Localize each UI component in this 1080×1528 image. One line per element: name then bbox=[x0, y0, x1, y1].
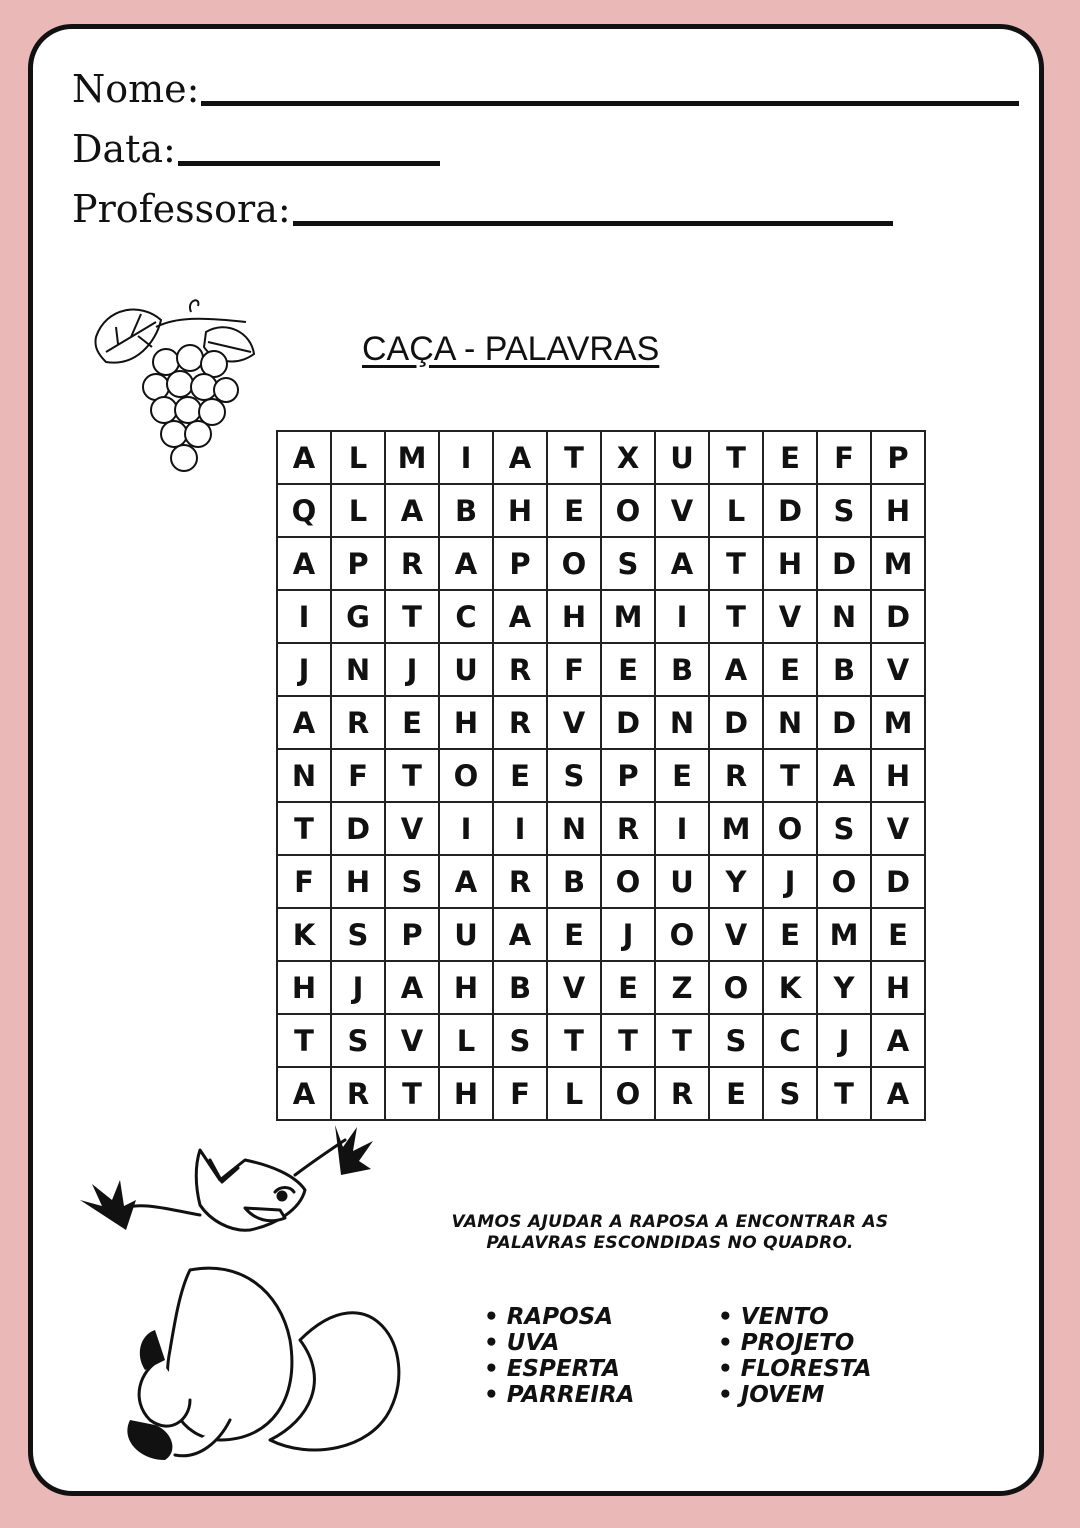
grid-cell[interactable]: E bbox=[385, 696, 439, 749]
grid-cell[interactable]: B bbox=[655, 643, 709, 696]
grid-cell[interactable]: C bbox=[763, 1014, 817, 1067]
grid-cell[interactable]: P bbox=[385, 908, 439, 961]
grid-cell[interactable]: V bbox=[709, 908, 763, 961]
grid-cell[interactable]: T bbox=[763, 749, 817, 802]
grid-cell[interactable]: M bbox=[871, 537, 925, 590]
grid-cell[interactable]: B bbox=[439, 484, 493, 537]
grid-cell[interactable]: M bbox=[871, 696, 925, 749]
grid-cell[interactable]: R bbox=[709, 749, 763, 802]
grid-cell[interactable]: M bbox=[601, 590, 655, 643]
grid-row bbox=[277, 696, 925, 749]
grid-cell[interactable]: O bbox=[601, 1067, 655, 1120]
grid-cell[interactable]: L bbox=[709, 484, 763, 537]
grid-cell[interactable]: A bbox=[439, 855, 493, 908]
grid-cell[interactable]: A bbox=[493, 908, 547, 961]
grid-cell[interactable]: S bbox=[709, 1014, 763, 1067]
instructions-line-2: PALAVRAS ESCONDIDAS NO QUADRO. bbox=[486, 1233, 854, 1253]
grid-cell[interactable]: S bbox=[547, 749, 601, 802]
grid-cell[interactable]: N bbox=[277, 749, 331, 802]
grid-cell[interactable]: D bbox=[817, 537, 871, 590]
teacher-field bbox=[72, 187, 893, 231]
word-list-item: • VENTO bbox=[718, 1304, 872, 1330]
grid-cell[interactable]: O bbox=[601, 855, 655, 908]
word-list-item: • PARREIRA bbox=[484, 1382, 634, 1408]
grid-cell[interactable]: D bbox=[871, 855, 925, 908]
grid-cell[interactable]: H bbox=[277, 961, 331, 1014]
grid-row bbox=[277, 590, 925, 643]
instructions-text bbox=[420, 1212, 920, 1254]
grid-cell[interactable]: J bbox=[601, 908, 655, 961]
grid-row bbox=[277, 802, 925, 855]
grid-row bbox=[277, 1067, 925, 1120]
grid-cell[interactable]: T bbox=[385, 1067, 439, 1120]
grid-cell[interactable]: E bbox=[547, 908, 601, 961]
word-search-grid bbox=[276, 430, 926, 1121]
grid-cell[interactable]: D bbox=[331, 802, 385, 855]
word-list-item: • ESPERTA bbox=[484, 1356, 634, 1382]
grid-cell[interactable]: S bbox=[385, 855, 439, 908]
name-label: Nome: bbox=[72, 67, 200, 111]
grid-cell[interactable]: E bbox=[655, 749, 709, 802]
worksheet-title: CAÇA - PALAVRAS bbox=[362, 330, 660, 368]
grid-cell[interactable]: S bbox=[493, 1014, 547, 1067]
grid-cell[interactable]: A bbox=[385, 961, 439, 1014]
grid-cell[interactable]: D bbox=[601, 696, 655, 749]
grid-cell[interactable]: B bbox=[817, 643, 871, 696]
grid-row bbox=[277, 961, 925, 1014]
grid-cell[interactable]: P bbox=[493, 537, 547, 590]
grid-cell[interactable]: R bbox=[601, 802, 655, 855]
grid-cell[interactable]: H bbox=[763, 537, 817, 590]
grid-cell[interactable]: T bbox=[547, 431, 601, 484]
grid-cell[interactable]: B bbox=[547, 855, 601, 908]
grid-cell[interactable]: E bbox=[763, 643, 817, 696]
grid-cell[interactable]: J bbox=[277, 643, 331, 696]
grid-row bbox=[277, 484, 925, 537]
grid-cell[interactable]: S bbox=[817, 802, 871, 855]
grid-cell[interactable]: N bbox=[331, 643, 385, 696]
grid-cell[interactable]: J bbox=[817, 1014, 871, 1067]
grid-cell[interactable]: U bbox=[655, 431, 709, 484]
grid-cell[interactable]: F bbox=[493, 1067, 547, 1120]
fox-illustration bbox=[70, 1120, 430, 1480]
grid-cell[interactable]: S bbox=[331, 1014, 385, 1067]
word-list-right bbox=[718, 1304, 872, 1408]
grid-cell[interactable]: I bbox=[655, 590, 709, 643]
grid-cell[interactable]: I bbox=[655, 802, 709, 855]
grid-cell[interactable]: I bbox=[277, 590, 331, 643]
grid-cell[interactable]: T bbox=[385, 749, 439, 802]
grid-cell[interactable]: N bbox=[763, 696, 817, 749]
grid-cell[interactable]: M bbox=[709, 802, 763, 855]
grid-cell[interactable]: F bbox=[277, 855, 331, 908]
grid-cell[interactable]: N bbox=[547, 802, 601, 855]
grid-cell[interactable]: H bbox=[439, 696, 493, 749]
grid-cell[interactable]: O bbox=[547, 537, 601, 590]
grid-cell[interactable]: L bbox=[547, 1067, 601, 1120]
grid-cell[interactable]: S bbox=[817, 484, 871, 537]
grid-cell[interactable]: D bbox=[709, 696, 763, 749]
word-list-item: • PROJETO bbox=[718, 1330, 872, 1356]
grid-row bbox=[277, 749, 925, 802]
grid-cell[interactable]: N bbox=[817, 590, 871, 643]
grid-cell[interactable]: E bbox=[547, 484, 601, 537]
grid-cell[interactable]: T bbox=[277, 802, 331, 855]
grid-cell[interactable]: F bbox=[331, 749, 385, 802]
grid-cell[interactable]: U bbox=[439, 908, 493, 961]
grid-cell[interactable]: G bbox=[331, 590, 385, 643]
name-blank-line[interactable] bbox=[201, 101, 1019, 106]
grid-cell[interactable]: P bbox=[871, 431, 925, 484]
grid-cell[interactable]: Z bbox=[655, 961, 709, 1014]
grid-cell[interactable]: E bbox=[763, 908, 817, 961]
grid-cell[interactable]: F bbox=[817, 431, 871, 484]
grid-cell[interactable]: Y bbox=[817, 961, 871, 1014]
grid-cell[interactable]: D bbox=[763, 484, 817, 537]
grid-cell[interactable]: A bbox=[277, 696, 331, 749]
date-label: Data: bbox=[72, 127, 176, 171]
grid-cell[interactable]: F bbox=[547, 643, 601, 696]
grid-cell[interactable]: M bbox=[817, 908, 871, 961]
grid-cell[interactable]: T bbox=[547, 1014, 601, 1067]
grid-cell[interactable]: H bbox=[871, 484, 925, 537]
grid-cell[interactable]: Q bbox=[277, 484, 331, 537]
word-list-item: • JOVEM bbox=[718, 1382, 872, 1408]
grid-cell[interactable]: A bbox=[277, 431, 331, 484]
grid-row bbox=[277, 431, 925, 484]
grid-cell[interactable]: V bbox=[655, 484, 709, 537]
grid-row bbox=[277, 537, 925, 590]
grid-cell[interactable]: V bbox=[763, 590, 817, 643]
grid-cell[interactable]: U bbox=[655, 855, 709, 908]
grid-cell[interactable]: E bbox=[493, 749, 547, 802]
grid-cell[interactable]: O bbox=[763, 802, 817, 855]
grid-cell[interactable]: V bbox=[385, 802, 439, 855]
grid-cell[interactable]: S bbox=[331, 908, 385, 961]
grid-cell[interactable]: E bbox=[871, 908, 925, 961]
grid-cell[interactable]: O bbox=[655, 908, 709, 961]
grid-cell[interactable]: H bbox=[547, 590, 601, 643]
grid-cell[interactable]: O bbox=[601, 484, 655, 537]
date-blank-line[interactable] bbox=[178, 161, 440, 166]
grid-cell[interactable]: E bbox=[601, 961, 655, 1014]
grid-cell[interactable]: A bbox=[493, 590, 547, 643]
grid-cell[interactable]: L bbox=[331, 431, 385, 484]
word-list-item: • UVA bbox=[484, 1330, 634, 1356]
grid-row bbox=[277, 1014, 925, 1067]
grid-cell[interactable]: T bbox=[385, 590, 439, 643]
grid-cell[interactable]: S bbox=[763, 1067, 817, 1120]
grid-cell[interactable]: J bbox=[763, 855, 817, 908]
grid-cell[interactable]: X bbox=[601, 431, 655, 484]
grid-cell[interactable]: R bbox=[493, 696, 547, 749]
grid-cell[interactable]: A bbox=[817, 749, 871, 802]
grid-cell[interactable]: A bbox=[871, 1014, 925, 1067]
grid-cell[interactable]: R bbox=[331, 696, 385, 749]
grid-cell[interactable]: T bbox=[655, 1014, 709, 1067]
grid-row bbox=[277, 908, 925, 961]
grid-cell[interactable]: T bbox=[709, 590, 763, 643]
grid-cell[interactable]: A bbox=[493, 431, 547, 484]
grid-cell[interactable]: A bbox=[439, 537, 493, 590]
grid-cell[interactable]: L bbox=[439, 1014, 493, 1067]
grid-cell[interactable]: D bbox=[871, 590, 925, 643]
grid-cell[interactable]: B bbox=[493, 961, 547, 1014]
grid-cell[interactable]: I bbox=[439, 802, 493, 855]
word-list-left bbox=[484, 1304, 634, 1408]
grid-cell[interactable]: R bbox=[493, 643, 547, 696]
grid-cell[interactable]: H bbox=[493, 484, 547, 537]
date-field bbox=[72, 127, 440, 171]
grid-cell[interactable]: T bbox=[601, 1014, 655, 1067]
grid-cell[interactable]: H bbox=[439, 1067, 493, 1120]
grid-cell[interactable]: H bbox=[871, 961, 925, 1014]
grid-cell[interactable]: T bbox=[709, 537, 763, 590]
grid-cell[interactable]: E bbox=[709, 1067, 763, 1120]
grid-row bbox=[277, 855, 925, 908]
grid-cell[interactable]: R bbox=[493, 855, 547, 908]
name-field bbox=[72, 67, 1019, 111]
grid-cell[interactable]: U bbox=[439, 643, 493, 696]
grid-cell[interactable]: E bbox=[601, 643, 655, 696]
grid-cell[interactable]: P bbox=[601, 749, 655, 802]
grid-cell[interactable]: S bbox=[601, 537, 655, 590]
grid-cell[interactable]: H bbox=[871, 749, 925, 802]
word-list-item: • RAPOSA bbox=[484, 1304, 634, 1330]
teacher-label: Professora: bbox=[72, 187, 291, 231]
grid-cell[interactable]: A bbox=[655, 537, 709, 590]
grid-cell[interactable]: J bbox=[331, 961, 385, 1014]
grid-cell[interactable]: L bbox=[331, 484, 385, 537]
grid-cell[interactable]: O bbox=[709, 961, 763, 1014]
grid-cell[interactable]: M bbox=[385, 431, 439, 484]
grid-cell[interactable]: T bbox=[709, 431, 763, 484]
grid-cell[interactable]: H bbox=[331, 855, 385, 908]
grid-cell[interactable]: A bbox=[385, 484, 439, 537]
grid-cell[interactable]: C bbox=[439, 590, 493, 643]
grape-cluster-illustration bbox=[86, 292, 261, 477]
grid-cell[interactable]: I bbox=[439, 431, 493, 484]
grid-row bbox=[277, 643, 925, 696]
grid-cell[interactable]: V bbox=[385, 1014, 439, 1067]
grid-cell[interactable]: A bbox=[709, 643, 763, 696]
grid-cell[interactable]: O bbox=[817, 855, 871, 908]
grid-cell[interactable]: E bbox=[763, 431, 817, 484]
grid-cell[interactable]: K bbox=[763, 961, 817, 1014]
grid-cell[interactable]: R bbox=[331, 1067, 385, 1120]
word-list-item: • FLORESTA bbox=[718, 1356, 872, 1382]
grid-cell[interactable]: N bbox=[655, 696, 709, 749]
teacher-blank-line[interactable] bbox=[293, 221, 893, 226]
grid-cell[interactable]: A bbox=[277, 537, 331, 590]
grid-cell[interactable]: A bbox=[277, 1067, 331, 1120]
grid-cell[interactable]: T bbox=[277, 1014, 331, 1067]
grid-cell[interactable]: I bbox=[493, 802, 547, 855]
grid-cell[interactable]: R bbox=[655, 1067, 709, 1120]
grid-cell[interactable]: O bbox=[439, 749, 493, 802]
grid-cell[interactable]: A bbox=[871, 1067, 925, 1120]
instructions-line-1: VAMOS AJUDAR A RAPOSA A ENCONTRAR AS bbox=[451, 1212, 889, 1232]
grid-cell[interactable]: J bbox=[385, 643, 439, 696]
grid-cell[interactable]: V bbox=[547, 696, 601, 749]
grid-cell[interactable]: T bbox=[817, 1067, 871, 1120]
grid-cell[interactable]: H bbox=[439, 961, 493, 1014]
grid-cell[interactable]: P bbox=[331, 537, 385, 590]
grid-cell[interactable]: Y bbox=[709, 855, 763, 908]
grid-cell[interactable]: D bbox=[817, 696, 871, 749]
grid-cell[interactable]: V bbox=[871, 643, 925, 696]
grid-cell[interactable]: V bbox=[547, 961, 601, 1014]
grid-cell[interactable]: V bbox=[871, 802, 925, 855]
grid-cell[interactable]: R bbox=[385, 537, 439, 590]
grid-cell[interactable]: K bbox=[277, 908, 331, 961]
